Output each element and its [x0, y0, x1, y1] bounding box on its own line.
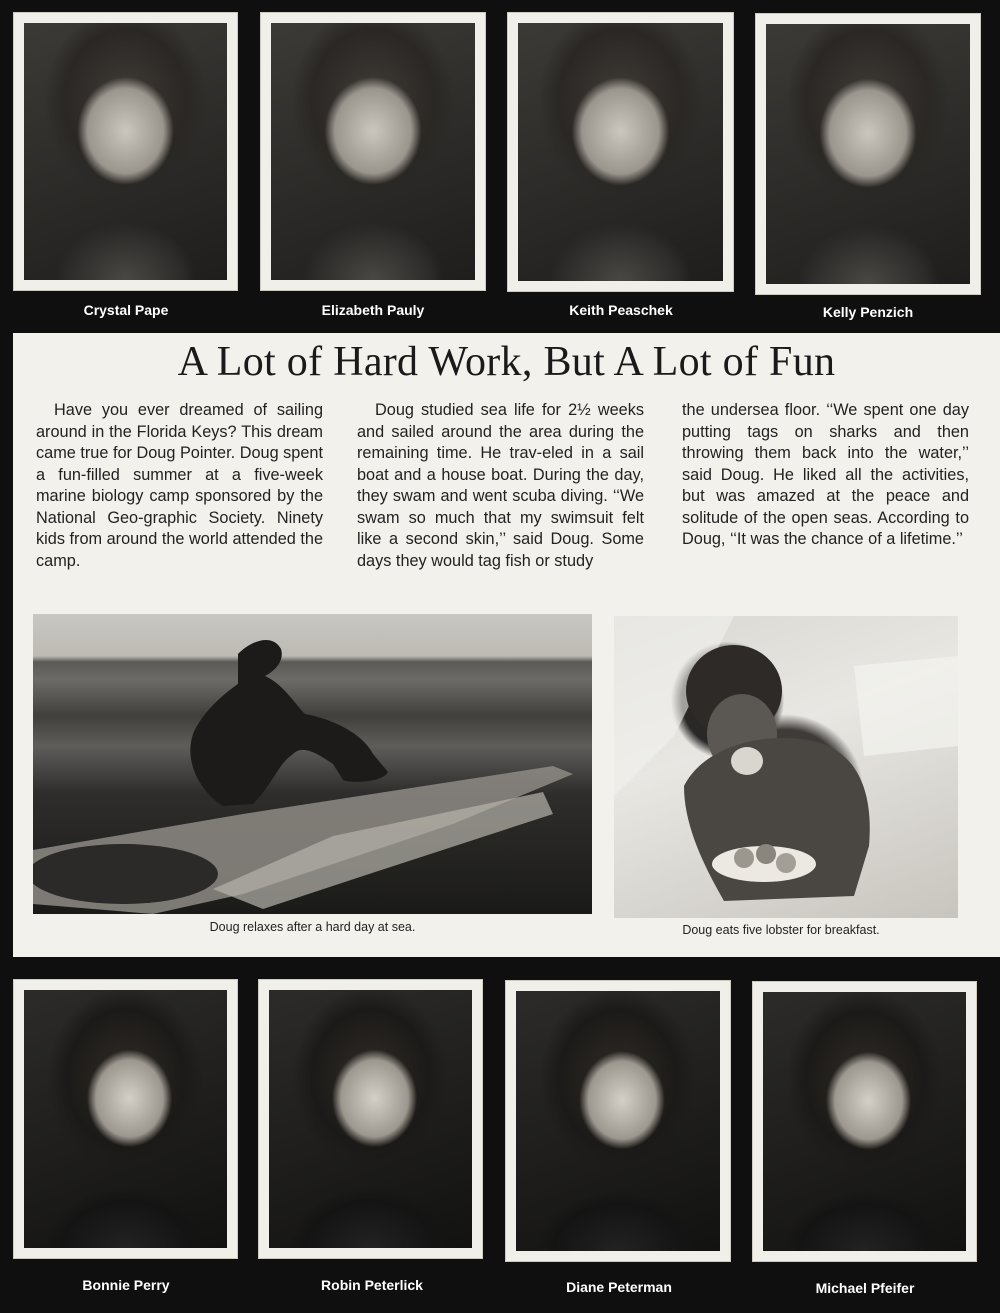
article-headline: A Lot of Hard Work, But A Lot of Fun	[177, 339, 836, 385]
portrait-photo	[24, 23, 227, 280]
portrait-name: Kelly Penzich	[822, 304, 914, 320]
article-column-2	[357, 400, 644, 572]
portrait-name: Crystal Pape	[83, 302, 169, 318]
portrait-name: Bonnie Perry	[82, 1277, 170, 1293]
portrait-photo	[763, 992, 966, 1251]
portrait-photo	[766, 24, 970, 284]
portrait-michael-pfeifer	[752, 981, 977, 1262]
portrait-photo	[24, 990, 227, 1248]
photo-caption-sea: Doug relaxes after a hard day at sea.	[209, 920, 416, 934]
portrait-photo	[518, 23, 723, 281]
article-paragraph: Doug studied sea life for 2½ weeks and sailed around the area during the remaining time. He trav-eled in a sail boat and a house boat. During the day, they swam and went scuba diving. ‘‘We swam so much that my swimsuit felt like a second skin,’’ said Doug. Some days they would tag fish or study	[357, 401, 644, 570]
article-column-3	[682, 400, 969, 551]
portrait-photo	[269, 990, 472, 1248]
photo-doug-breakfast	[614, 616, 958, 918]
portrait-robin-peterlick	[258, 979, 483, 1259]
portrait-name: Diane Peterman	[566, 1279, 672, 1295]
portrait-bonnie-perry	[13, 979, 238, 1259]
portrait-elizabeth-pauly	[260, 12, 486, 291]
portrait-name: Elizabeth Pauly	[321, 302, 425, 318]
portrait-keith-peaschek	[507, 12, 734, 292]
portrait-photo	[516, 991, 720, 1251]
article-paragraph: Have you ever dreamed of sailing around in the Florida Keys? This dream came true for Doug Pointer. Doug spent a fun-filled summer at a five-week marine biology camp sponsored by the National Geo-graphic Society. Ninety kids from around the world attended the camp.	[36, 401, 323, 570]
article-column-1	[36, 400, 323, 572]
portrait-crystal-pape	[13, 12, 238, 291]
portrait-diane-peterman	[505, 980, 731, 1262]
portrait-kelly-penzich	[755, 13, 981, 295]
portrait-name: Michael Pfeifer	[815, 1280, 915, 1296]
portrait-name: Keith Peaschek	[569, 302, 673, 318]
photo-sea-scene	[33, 614, 592, 914]
portrait-photo	[271, 23, 475, 280]
photo-caption-breakfast: Doug eats five lobster for breakfast.	[682, 923, 880, 937]
photo-doug-at-sea	[33, 614, 592, 914]
portrait-name: Robin Peterlick	[321, 1277, 423, 1293]
photo-breakfast-scene	[614, 616, 958, 918]
article-paragraph: the undersea floor. ‘‘We spent one day putting tags on sharks and then throwing them back into the water,’’ said Doug. He liked all the activities, but was amazed at the peace and solitude of the open seas. According to Doug, ‘‘It was the chance of a lifetime.’’	[682, 401, 969, 548]
